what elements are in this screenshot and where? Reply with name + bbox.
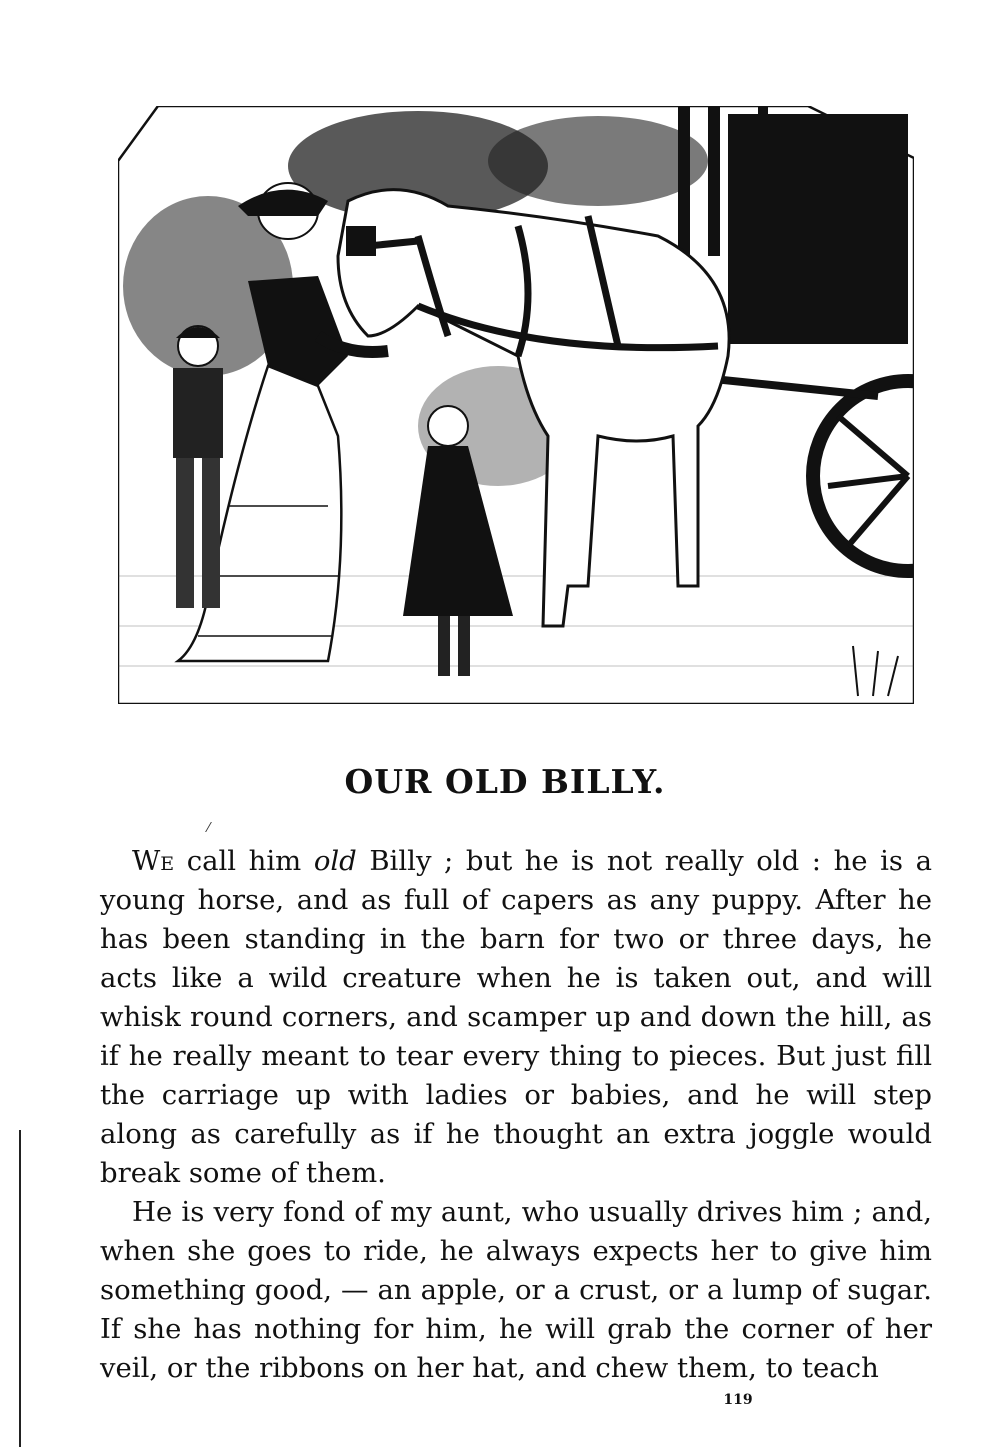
- illustration: [118, 106, 914, 704]
- paragraph: [100, 842, 932, 1193]
- paragraph-lead: We: [132, 845, 175, 877]
- body-text: [100, 842, 932, 1388]
- italic-word: old: [313, 845, 357, 877]
- horse-and-family-engraving-icon: [118, 106, 914, 704]
- paragraph-text: Billy ; but he is not really old : he is a young horse, and as full of capers as any puppy. After he has been standing in the barn for two or three days, he acts like a wild creature when he is taken out, and will whisk round corners, and scamper up and down the hill, as if he really meant to tear every thing to pieces. But just fill the carriage up with ladies or babies, and he will step along as carefully as if he thought an extra joggle would break some of them.: [100, 845, 932, 1189]
- page-title: OUR OLD BILLY.: [344, 762, 666, 801]
- margin-rule: [19, 1130, 21, 1447]
- paragraph-text: call him: [174, 845, 314, 877]
- page-number: 119: [723, 1392, 753, 1408]
- paragraph: He is very fond of my aunt, who usually drives him ; and, when she goes to ride, he always expects her to give him something good, — an apple, or a crust, or a lump of sugar. If she has nothing for him, he will grab the corner of her veil, or the ribbons on her hat, and chew them, to teach: [100, 1196, 932, 1384]
- stray-mark: [205, 822, 218, 832]
